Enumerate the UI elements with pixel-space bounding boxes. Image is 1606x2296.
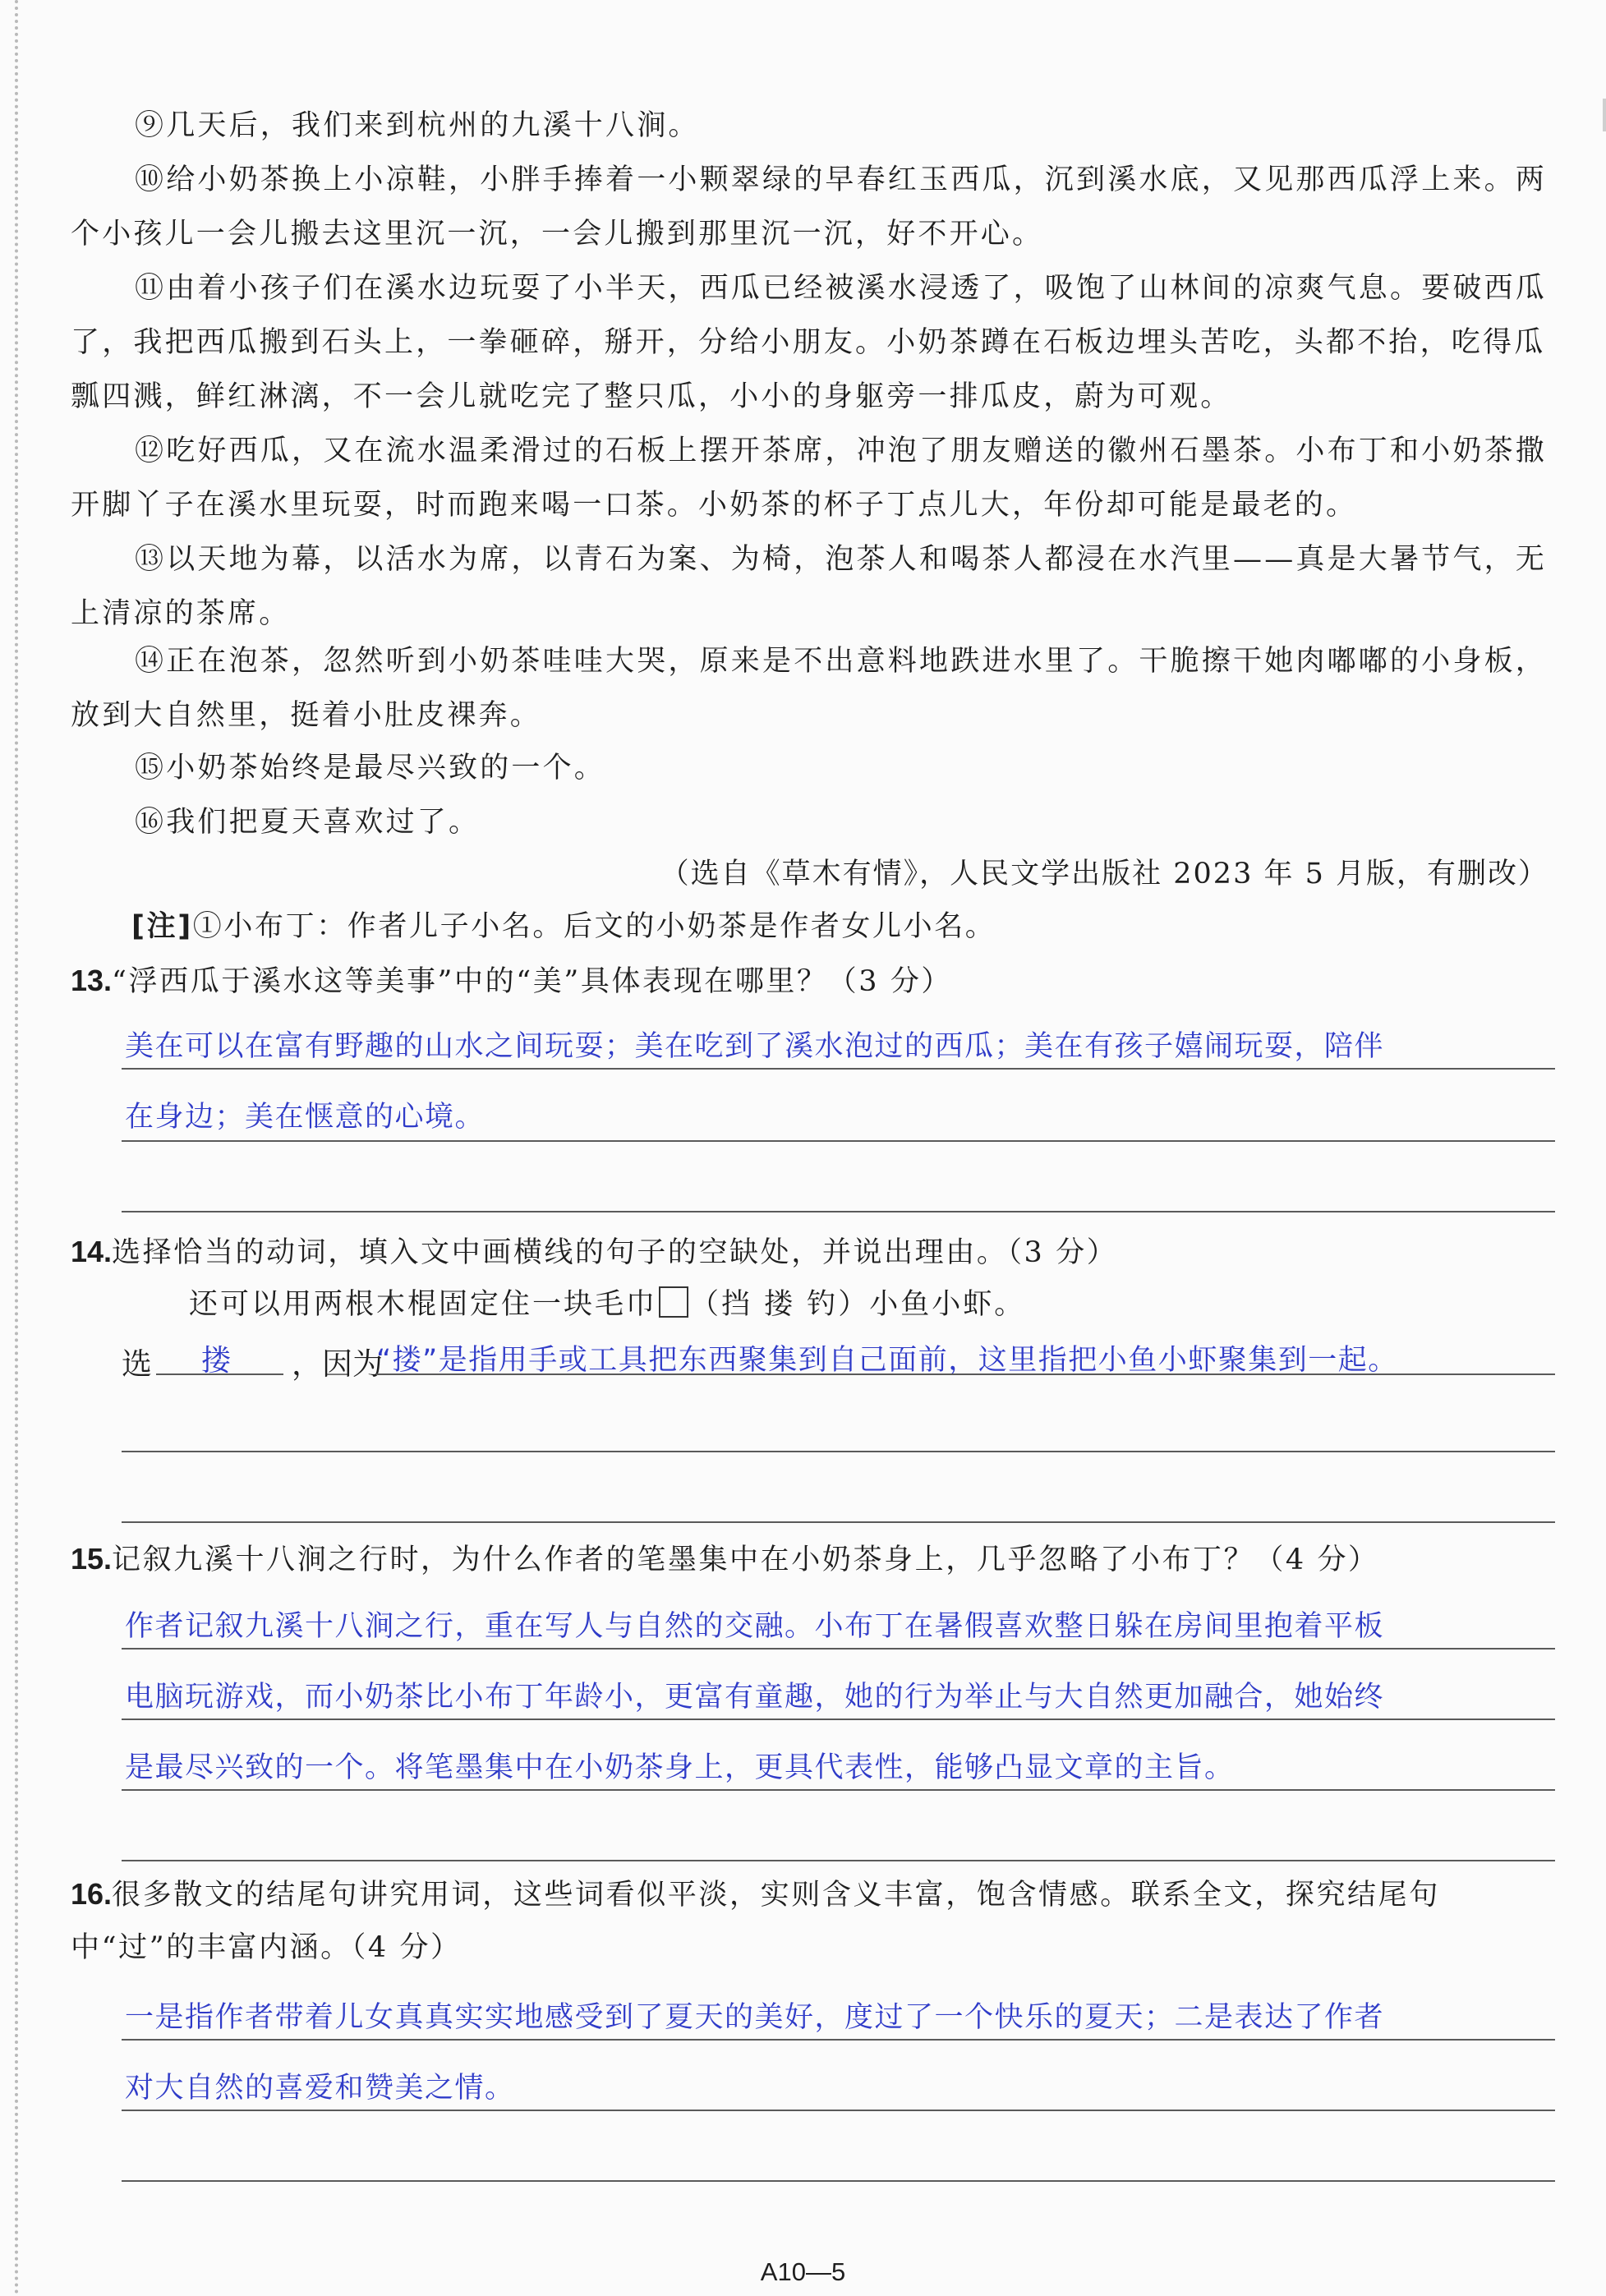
answer-13-rule-1 — [122, 1068, 1555, 1070]
question-16-text: 很多散文的结尾句讲究用词，这些词看似平淡，实则含义丰富，饱含情感。联系全文，探究结尾句中“过”的丰富内涵。（4 分） — [71, 1879, 1440, 1964]
paragraph-13: ⑬以天地为幕，以活水为席，以青石为案、为椅，泡茶人和喝茶人都浸在水汽里——真是大暑节气，无上清凉的茶席。 — [71, 543, 1548, 630]
question-14-text: 选择恰当的动词，填入文中画横线的句子的空缺处，并说出理由。（3 分） — [112, 1236, 1118, 1269]
answer-13-rule-2 — [122, 1140, 1555, 1142]
answer-16-line-2: 对大自然的喜爱和赞美之情。 — [125, 2072, 515, 2105]
blank-box[interactable] — [659, 1286, 688, 1318]
footnote-label: [注] — [131, 910, 193, 943]
because-label: ，因为 — [292, 1346, 383, 1382]
answer-13-rule-3 — [122, 1211, 1555, 1212]
answer-14-rule-2 — [122, 1451, 1555, 1452]
answer-15-line-3: 是最尽兴致的一个。将笔墨集中在小奶茶身上，更具代表性，能够凸显文章的主旨。 — [125, 1751, 1235, 1784]
source-citation: （选自《草木有情》，人民文学出版社 2023 年 5 月版，有删改） — [660, 858, 1548, 890]
paragraph-9: ⑨几天后，我们来到杭州的九溪十八涧。 — [135, 109, 700, 142]
answer-14-rule-1 — [376, 1373, 1555, 1375]
paragraph-15: ⑮小奶茶始终是最尽兴致的一个。 — [135, 752, 606, 785]
answer-14-rule-3 — [122, 1521, 1555, 1523]
question-13-number: 13. — [71, 964, 113, 997]
question-16-number: 16. — [71, 1877, 113, 1911]
sentence-after-blank: （挡 搂 钓）小鱼小虾。 — [690, 1288, 1026, 1321]
edge-mark — [1603, 99, 1606, 131]
answer-15-rule-2 — [122, 1719, 1555, 1720]
chosen-verb: 搂 — [201, 1344, 232, 1378]
paragraph-10: ⑩给小奶茶换上小凉鞋，小胖手捧着一小颗翠绿的早春红玉西瓜，沉到溪水底，又见那西瓜浮上来。两个小孩儿一会儿搬去这里沉一沉，一会儿搬到那里沉一沉，好不开心。 — [71, 163, 1548, 251]
question-15-number: 15. — [71, 1542, 113, 1576]
question-13-text: “浮西瓜于溪水这等美事”中的“美”具体表现在哪里？（3 分） — [112, 965, 953, 998]
answer-16-rule-1 — [122, 2039, 1555, 2041]
choose-label: 选 — [122, 1346, 152, 1382]
answer-16-rule-2 — [122, 2110, 1555, 2111]
question-14-sentence — [189, 1281, 1025, 1323]
footnote-text: ①小布丁：作者儿子小名。后文的小奶茶是作者女儿小名。 — [192, 910, 996, 943]
footnote — [131, 904, 996, 945]
question-13 — [71, 955, 1558, 1008]
question-15-text: 记叙九溪十八涧之行时，为什么作者的笔墨集中在小奶茶身上，几乎忽略了小布丁？（4 分） — [112, 1544, 1379, 1576]
sentence-before-blank: 还可以用两根木棍固定住一块毛巾 — [189, 1288, 658, 1321]
answer-16-rule-3 — [122, 2180, 1555, 2182]
question-14 — [71, 1226, 1558, 1279]
answer-13-line-2: 在身边；美在惬意的心境。 — [125, 1101, 485, 1134]
paragraph-16: ⑯我们把夏天喜欢过了。 — [135, 806, 481, 839]
paragraph-12: ⑫吃好西瓜，又在流水温柔滑过的石板上摆开茶席，冲泡了朋友赠送的徽州石墨茶。小布丁和小奶茶撒开脚丫子在溪水里玩耍，时而跑来喝一口茶。小奶茶的杯子丁点儿大，年份却可能是最老的。 — [71, 435, 1548, 522]
answer-13-line-1: 美在可以在富有野趣的山水之间玩耍；美在吃到了溪水泡过的西瓜；美在有孩子嬉闹玩耍，陪伴 — [125, 1030, 1385, 1063]
paragraph-14: ⑭正在泡茶，忽然听到小奶茶哇哇大哭，原来是不出意料地跌进水里了。干脆擦干她肉嘟嘟的小身板，放到大自然里，挺着小肚皮裸奔。 — [71, 645, 1548, 732]
answer-15-rule-1 — [122, 1648, 1555, 1650]
binding-margin-dots — [15, 0, 18, 2296]
page-number: A10—5 — [760, 2257, 846, 2286]
answer-16-line-1: 一是指作者带着儿女真真实实地感受到了夏天的美好，度过了一个快乐的夏天；二是表达了作者 — [125, 2001, 1385, 2034]
answer-15-line-1: 作者记叙九溪十八涧之行，重在写人与自然的交融。小布丁在暑假喜欢整日躲在房间里抱着平板 — [125, 1610, 1385, 1643]
question-15 — [71, 1533, 1558, 1586]
question-14-number: 14. — [71, 1235, 113, 1268]
paragraph-11: ⑪由着小孩子们在溪水边玩耍了小半天，西瓜已经被溪水浸透了，吸饱了山林间的凉爽气息。要破西瓜了，我把西瓜搬到石头上，一拳砸碎，掰开，分给小朋友。小奶茶蹲在石板边埋头苦吃，头都不抬，吃得瓜瓢四溅，鲜红淋漓，不一会儿就吃完了整只瓜，小小的身躯旁一排瓜皮，蔚为可观。 — [71, 272, 1548, 413]
answer-15-rule-3 — [122, 1789, 1555, 1791]
answer-15-line-2: 电脑玩游戏，而小奶茶比小布丁年龄小，更富有童趣，她的行为举止与大自然更加融合，她始终 — [125, 1681, 1385, 1714]
answer-14-reason: “搂”是指用手或工具把东西聚集到自己面前，这里指把小鱼小虾聚集到一起。 — [376, 1344, 1398, 1377]
question-16 — [71, 1868, 1558, 1974]
answer-15-rule-4 — [122, 1860, 1555, 1861]
